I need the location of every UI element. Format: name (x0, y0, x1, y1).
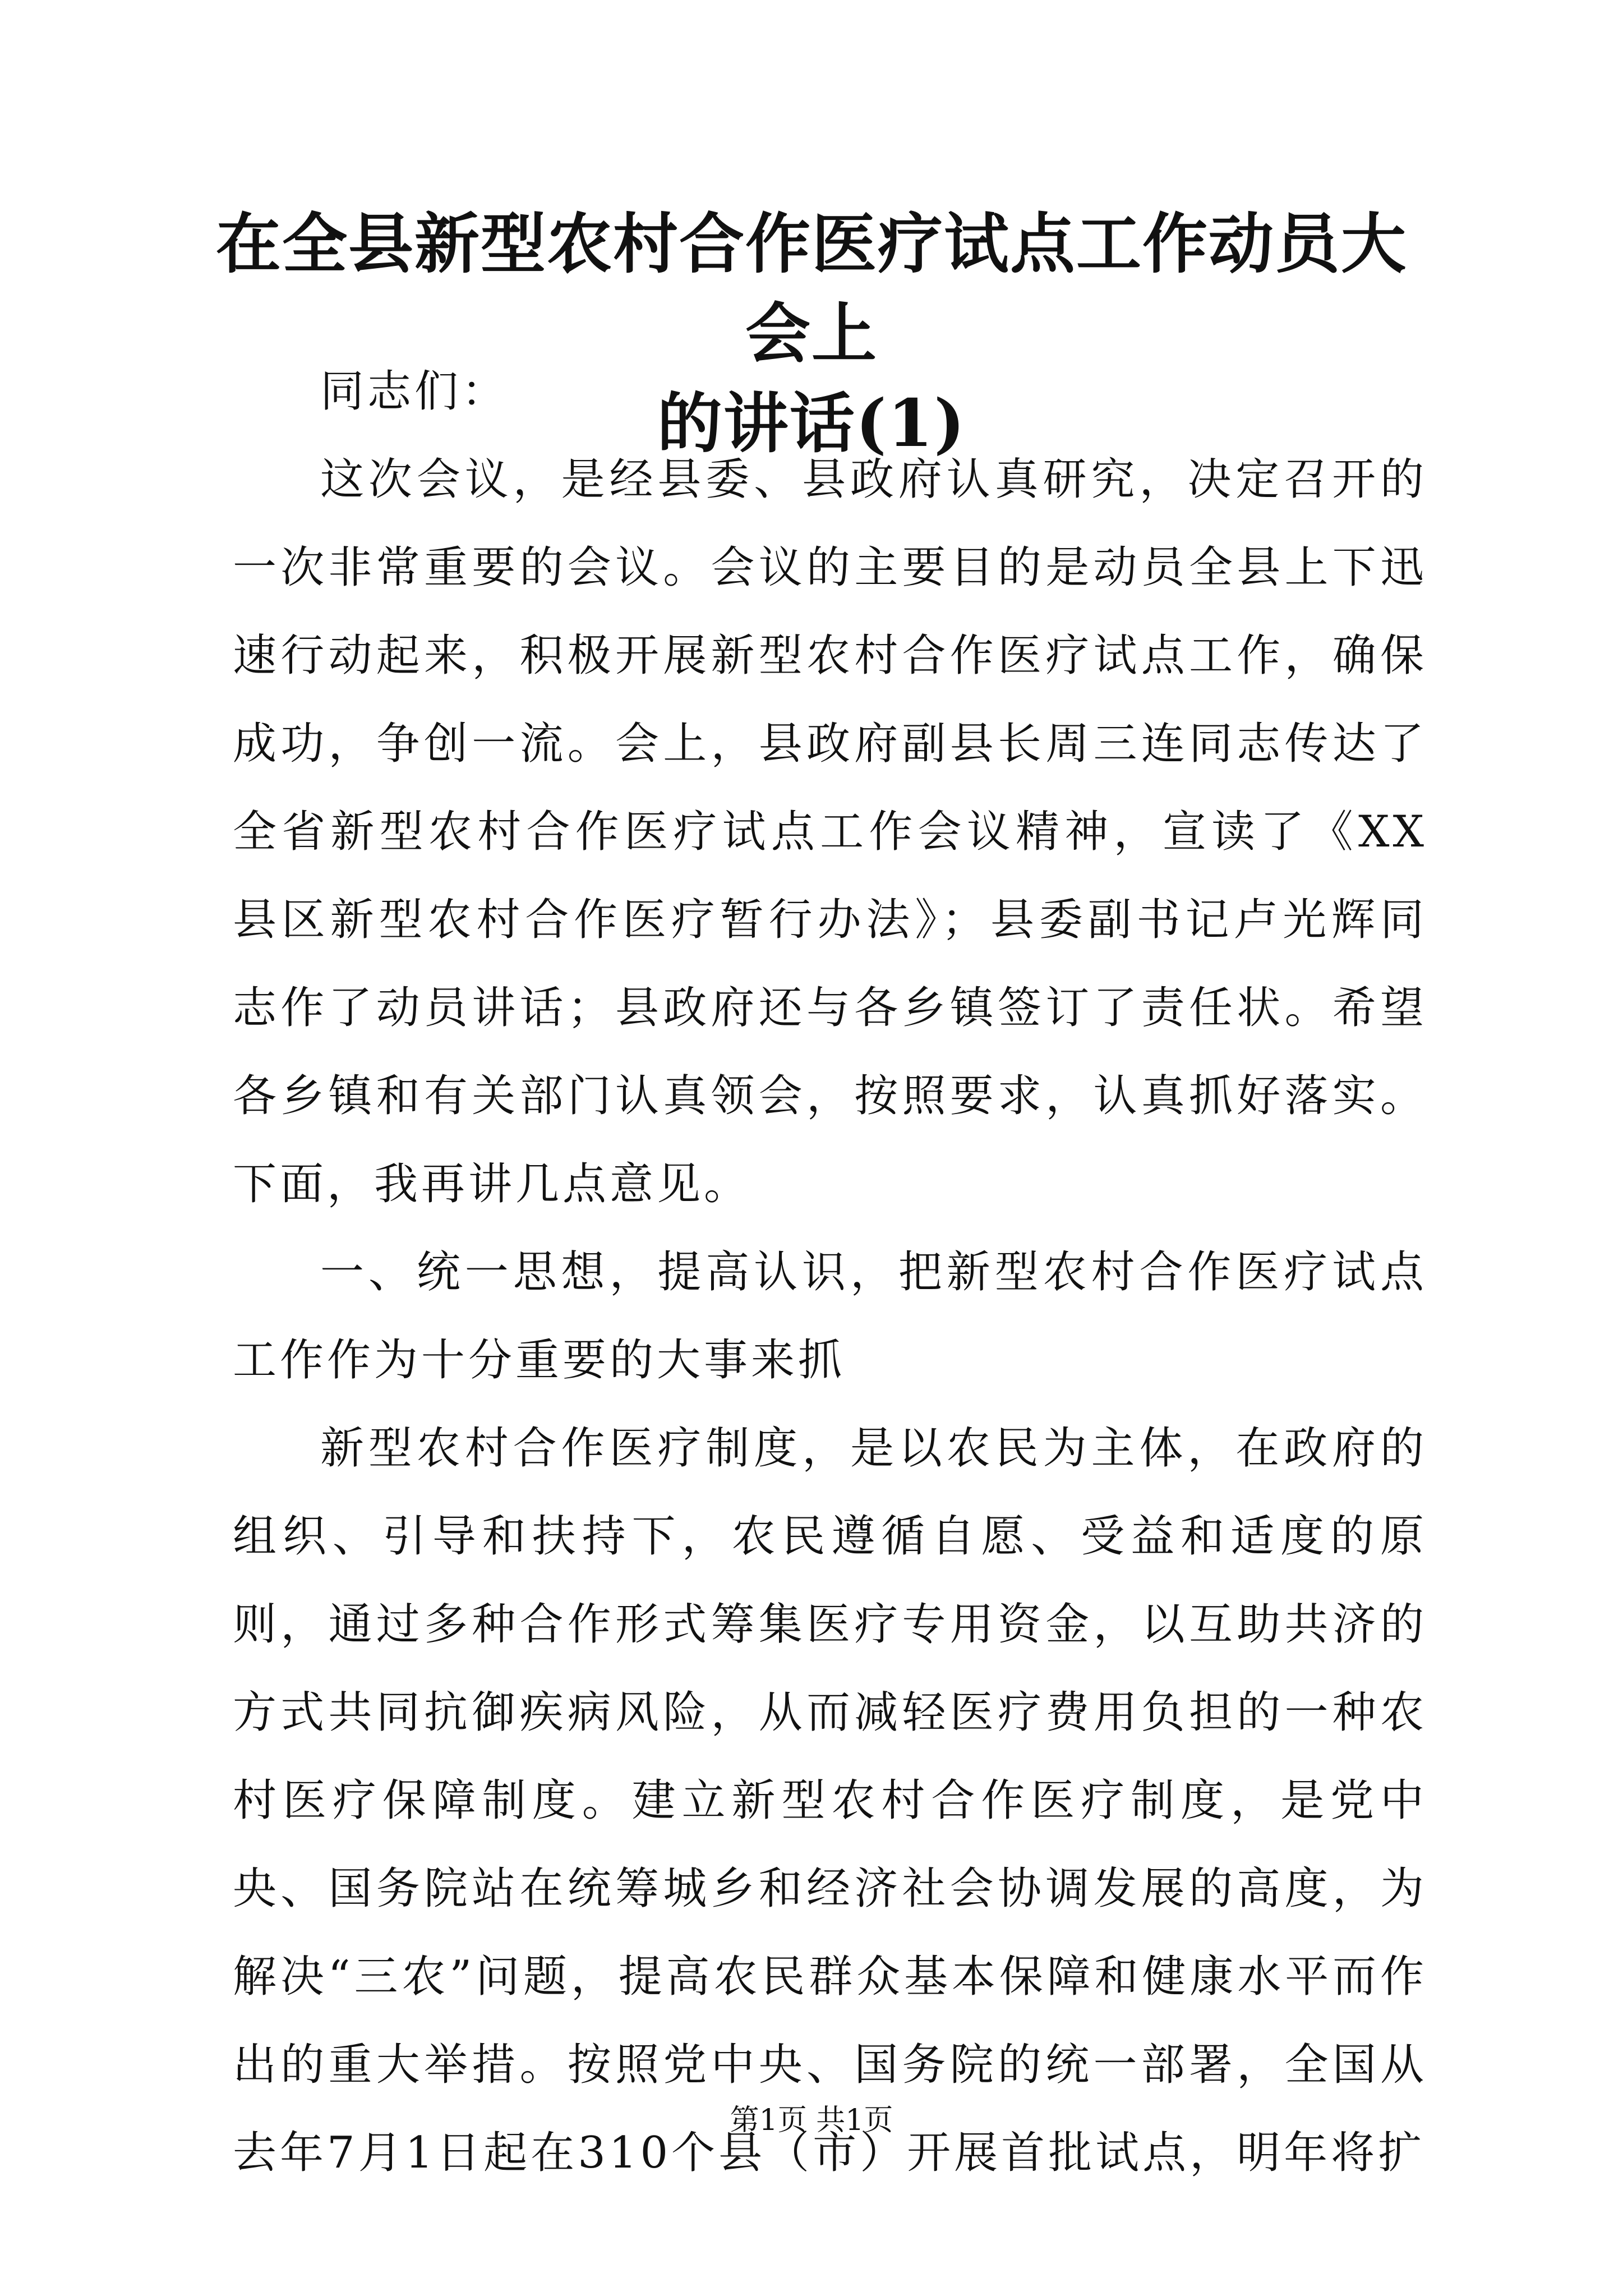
salutation: 同志们： (320, 366, 509, 417)
title-line-2: 的讲话(1) (657, 385, 966, 462)
paragraph-section-1: 新型农村合作医疗制度，是以农民为主体，在政府的组织、引导和扶持下，农民遵循自愿、受益和适度的原则，通过多种合作形式筹集医疗专用资金，以互助共济的方式共同抗御疾病风险，从而减轻医疗费用负担的一种农村医疗保障制度。建立新型农村合作医疗制度，是党中央、国务院站在统筹城乡和经济社会协调发展的高度，为解决“三农”问题，提高农民群众基本保障和健康水平而作出的重大举措。按照党中央、国务院的统一部署，全国从去年7月1日起在310个县（市）开展首批试点，明年将扩 (233, 1423, 1427, 2178)
document-body (233, 348, 1427, 2197)
title-line-1: 在全县新型农村合作医疗试点工作动员大会上 (216, 206, 1407, 372)
page-footer: 第1页 共1页 (730, 2104, 893, 2137)
paragraph-intro: 这次会议，是经县委、县政府认真研究，决定召开的一次非常重要的会议。会议的主要目的是动员全县上下迅速行动起来，积极开展新型农村合作医疗试点工作，确保成功，争创一流。会上，县政府副县长周三连同志传达了全省新型农村合作医疗试点工作会议精神，宣读了《XX县区新型农村合作医疗暂行办法》；县委副书记卢光辉同志作了动员讲话；县政府还与各乡镇签订了责任状。希望各乡镇和有关部门认真领会，按照要求，认真抓好落实。下面，我再讲几点意见。 (233, 454, 1427, 1209)
section-heading-1: 一、统一思想，提高认识，把新型农村合作医疗试点工作作为十分重要的大事来抓 (233, 1247, 1427, 1386)
